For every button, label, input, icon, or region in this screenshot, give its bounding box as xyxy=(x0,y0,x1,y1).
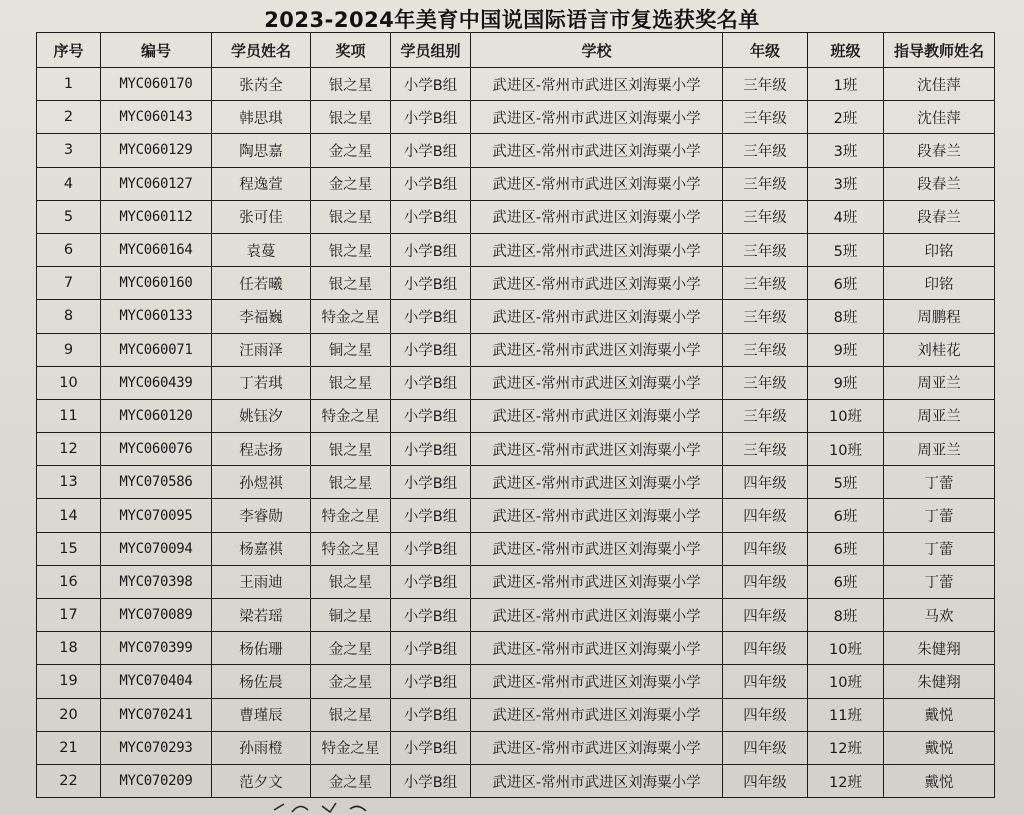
cell-student-name: 韩思琪 xyxy=(212,101,311,134)
cell-index: 8 xyxy=(37,300,101,333)
cell-code: MYC060160 xyxy=(101,267,212,300)
cell-school: 武进区-常州市武进区刘海粟小学 xyxy=(471,134,723,167)
cell-class: 3班 xyxy=(808,167,884,200)
cell-code: MYC070094 xyxy=(101,532,212,565)
cell-student-name: 范夕文 xyxy=(212,764,311,797)
cell-award: 银之星 xyxy=(311,233,391,266)
cell-code: MYC070293 xyxy=(101,731,212,764)
cell-student-name: 孙雨橙 xyxy=(212,731,311,764)
cell-index: 18 xyxy=(37,632,101,665)
cell-index: 5 xyxy=(37,200,101,233)
cell-school: 武进区-常州市武进区刘海粟小学 xyxy=(471,366,723,399)
cell-teacher: 戴悦 xyxy=(884,764,995,797)
cell-index: 14 xyxy=(37,499,101,532)
cell-award: 银之星 xyxy=(311,101,391,134)
cell-index: 19 xyxy=(37,665,101,698)
cell-grade: 三年级 xyxy=(723,233,808,266)
cell-student-name: 曹瑾辰 xyxy=(212,698,311,731)
cell-student-name: 丁若琪 xyxy=(212,366,311,399)
cell-grade: 四年级 xyxy=(723,599,808,632)
col-header-award: 奖项 xyxy=(311,33,391,68)
cell-school: 武进区-常州市武进区刘海粟小学 xyxy=(471,333,723,366)
cell-class: 6班 xyxy=(808,532,884,565)
cell-group: 小学B组 xyxy=(391,665,471,698)
cell-school: 武进区-常州市武进区刘海粟小学 xyxy=(471,565,723,598)
cell-teacher: 刘桂花 xyxy=(884,333,995,366)
table-row xyxy=(37,764,995,797)
table-row xyxy=(37,233,995,266)
cell-school: 武进区-常州市武进区刘海粟小学 xyxy=(471,532,723,565)
cell-student-name: 程逸萱 xyxy=(212,167,311,200)
cell-code: MYC070399 xyxy=(101,632,212,665)
table-row xyxy=(37,167,995,200)
cell-teacher: 印铭 xyxy=(884,267,995,300)
cell-school: 武进区-常州市武进区刘海粟小学 xyxy=(471,399,723,432)
cell-school: 武进区-常州市武进区刘海粟小学 xyxy=(471,466,723,499)
cell-code: MYC060127 xyxy=(101,167,212,200)
table-header xyxy=(37,33,995,68)
cell-grade: 三年级 xyxy=(723,134,808,167)
cell-award: 特金之星 xyxy=(311,532,391,565)
cell-school: 武进区-常州市武进区刘海粟小学 xyxy=(471,200,723,233)
table-row xyxy=(37,599,995,632)
cell-group: 小学B组 xyxy=(391,599,471,632)
cell-student-name: 李睿勋 xyxy=(212,499,311,532)
cell-group: 小学B组 xyxy=(391,366,471,399)
cell-group: 小学B组 xyxy=(391,333,471,366)
table-row xyxy=(37,101,995,134)
cell-index: 1 xyxy=(37,68,101,101)
cell-index: 20 xyxy=(37,698,101,731)
cell-teacher: 段春兰 xyxy=(884,134,995,167)
cell-student-name: 汪雨泽 xyxy=(212,333,311,366)
cell-code: MYC060133 xyxy=(101,300,212,333)
cell-code: MYC060112 xyxy=(101,200,212,233)
cell-group: 小学B组 xyxy=(391,532,471,565)
cell-group: 小学B组 xyxy=(391,200,471,233)
cell-index: 21 xyxy=(37,731,101,764)
col-header-code: 编号 xyxy=(101,33,212,68)
cell-teacher: 马欢 xyxy=(884,599,995,632)
cell-class: 10班 xyxy=(808,433,884,466)
col-header-index: 序号 xyxy=(37,33,101,68)
cell-class: 8班 xyxy=(808,599,884,632)
table-row xyxy=(37,300,995,333)
table-row xyxy=(37,68,995,101)
cell-group: 小学B组 xyxy=(391,300,471,333)
cell-grade: 三年级 xyxy=(723,267,808,300)
cell-class: 6班 xyxy=(808,565,884,598)
cell-teacher: 沈佳萍 xyxy=(884,101,995,134)
cell-grade: 四年级 xyxy=(723,532,808,565)
page-title: 2023-2024年美育中国说国际语言市复选获奖名单 xyxy=(264,8,760,32)
cell-award: 金之星 xyxy=(311,665,391,698)
cell-teacher: 段春兰 xyxy=(884,200,995,233)
cell-school: 武进区-常州市武进区刘海粟小学 xyxy=(471,731,723,764)
cell-grade: 三年级 xyxy=(723,300,808,333)
cell-class: 3班 xyxy=(808,134,884,167)
cell-grade: 三年级 xyxy=(723,399,808,432)
cell-award: 铜之星 xyxy=(311,599,391,632)
cell-teacher: 段春兰 xyxy=(884,167,995,200)
cell-code: MYC060143 xyxy=(101,101,212,134)
cell-code: MYC070404 xyxy=(101,665,212,698)
cell-school: 武进区-常州市武进区刘海粟小学 xyxy=(471,599,723,632)
col-header-student-name: 学员姓名 xyxy=(212,33,311,68)
table-row xyxy=(37,366,995,399)
cell-grade: 四年级 xyxy=(723,565,808,598)
handwritten-mark xyxy=(270,800,390,814)
cell-grade: 三年级 xyxy=(723,433,808,466)
col-header-school: 学校 xyxy=(471,33,723,68)
cell-index: 7 xyxy=(37,267,101,300)
cell-group: 小学B组 xyxy=(391,433,471,466)
cell-class: 8班 xyxy=(808,300,884,333)
table-row xyxy=(37,632,995,665)
cell-school: 武进区-常州市武进区刘海粟小学 xyxy=(471,101,723,134)
cell-teacher: 丁蕾 xyxy=(884,499,995,532)
cell-code: MYC060076 xyxy=(101,433,212,466)
cell-index: 22 xyxy=(37,764,101,797)
cell-class: 4班 xyxy=(808,200,884,233)
cell-class: 1班 xyxy=(808,68,884,101)
cell-group: 小学B组 xyxy=(391,134,471,167)
cell-teacher: 沈佳萍 xyxy=(884,68,995,101)
cell-student-name: 程志扬 xyxy=(212,433,311,466)
cell-code: MYC070209 xyxy=(101,764,212,797)
cell-teacher: 周亚兰 xyxy=(884,366,995,399)
cell-class: 5班 xyxy=(808,466,884,499)
cell-class: 6班 xyxy=(808,267,884,300)
cell-teacher: 印铭 xyxy=(884,233,995,266)
cell-award: 银之星 xyxy=(311,68,391,101)
table-body xyxy=(37,68,995,798)
cell-group: 小学B组 xyxy=(391,399,471,432)
cell-index: 12 xyxy=(37,433,101,466)
cell-grade: 四年级 xyxy=(723,731,808,764)
table-row xyxy=(37,565,995,598)
cell-award: 金之星 xyxy=(311,167,391,200)
cell-class: 6班 xyxy=(808,499,884,532)
cell-group: 小学B组 xyxy=(391,764,471,797)
cell-teacher: 朱健翔 xyxy=(884,632,995,665)
cell-group: 小学B组 xyxy=(391,233,471,266)
cell-grade: 三年级 xyxy=(723,167,808,200)
cell-grade: 四年级 xyxy=(723,764,808,797)
table-row xyxy=(37,698,995,731)
cell-index: 6 xyxy=(37,233,101,266)
cell-teacher: 周亚兰 xyxy=(884,433,995,466)
cell-school: 武进区-常州市武进区刘海粟小学 xyxy=(471,68,723,101)
cell-code: MYC070241 xyxy=(101,698,212,731)
table-row xyxy=(37,267,995,300)
cell-award: 特金之星 xyxy=(311,399,391,432)
cell-group: 小学B组 xyxy=(391,167,471,200)
cell-award: 特金之星 xyxy=(311,499,391,532)
cell-school: 武进区-常州市武进区刘海粟小学 xyxy=(471,233,723,266)
cell-student-name: 王雨迪 xyxy=(212,565,311,598)
cell-code: MYC060120 xyxy=(101,399,212,432)
table-row xyxy=(37,433,995,466)
cell-index: 15 xyxy=(37,532,101,565)
cell-group: 小学B组 xyxy=(391,466,471,499)
table-row xyxy=(37,399,995,432)
table-row xyxy=(37,499,995,532)
cell-student-name: 陶思嘉 xyxy=(212,134,311,167)
cell-index: 17 xyxy=(37,599,101,632)
cell-teacher: 朱健翔 xyxy=(884,665,995,698)
cell-award: 特金之星 xyxy=(311,731,391,764)
cell-teacher: 戴悦 xyxy=(884,698,995,731)
cell-grade: 三年级 xyxy=(723,68,808,101)
cell-award: 银之星 xyxy=(311,267,391,300)
cell-index: 10 xyxy=(37,366,101,399)
cell-code: MYC070586 xyxy=(101,466,212,499)
cell-group: 小学B组 xyxy=(391,267,471,300)
cell-group: 小学B组 xyxy=(391,68,471,101)
cell-group: 小学B组 xyxy=(391,499,471,532)
cell-award: 银之星 xyxy=(311,466,391,499)
cell-grade: 三年级 xyxy=(723,366,808,399)
table-row xyxy=(37,532,995,565)
table-row xyxy=(37,731,995,764)
cell-student-name: 张芮全 xyxy=(212,68,311,101)
cell-index: 13 xyxy=(37,466,101,499)
cell-code: MYC060439 xyxy=(101,366,212,399)
cell-grade: 四年级 xyxy=(723,632,808,665)
cell-grade: 三年级 xyxy=(723,101,808,134)
header-row xyxy=(37,33,995,68)
cell-teacher: 丁蕾 xyxy=(884,532,995,565)
cell-code: MYC060170 xyxy=(101,68,212,101)
cell-group: 小学B组 xyxy=(391,101,471,134)
cell-class: 10班 xyxy=(808,665,884,698)
col-header-grade: 年级 xyxy=(723,33,808,68)
cell-student-name: 杨佐晨 xyxy=(212,665,311,698)
cell-index: 11 xyxy=(37,399,101,432)
cell-student-name: 杨嘉祺 xyxy=(212,532,311,565)
cell-code: MYC070095 xyxy=(101,499,212,532)
col-header-group: 学员组别 xyxy=(391,33,471,68)
cell-class: 10班 xyxy=(808,632,884,665)
cell-class: 2班 xyxy=(808,101,884,134)
cell-school: 武进区-常州市武进区刘海粟小学 xyxy=(471,665,723,698)
cell-code: MYC070398 xyxy=(101,565,212,598)
cell-award: 铜之星 xyxy=(311,333,391,366)
cell-award: 银之星 xyxy=(311,565,391,598)
table-row xyxy=(37,200,995,233)
col-header-class: 班级 xyxy=(808,33,884,68)
cell-grade: 四年级 xyxy=(723,665,808,698)
cell-class: 9班 xyxy=(808,366,884,399)
table-row xyxy=(37,665,995,698)
cell-code: MYC060071 xyxy=(101,333,212,366)
cell-award: 银之星 xyxy=(311,433,391,466)
cell-code: MYC060129 xyxy=(101,134,212,167)
cell-index: 16 xyxy=(37,565,101,598)
cell-award: 金之星 xyxy=(311,134,391,167)
cell-group: 小学B组 xyxy=(391,565,471,598)
cell-student-name: 袁蔓 xyxy=(212,233,311,266)
cell-grade: 四年级 xyxy=(723,466,808,499)
cell-school: 武进区-常州市武进区刘海粟小学 xyxy=(471,167,723,200)
cell-class: 9班 xyxy=(808,333,884,366)
cell-teacher: 戴悦 xyxy=(884,731,995,764)
cell-school: 武进区-常州市武进区刘海粟小学 xyxy=(471,300,723,333)
cell-school: 武进区-常州市武进区刘海粟小学 xyxy=(471,267,723,300)
table-row xyxy=(37,333,995,366)
cell-index: 3 xyxy=(37,134,101,167)
cell-code: MYC070089 xyxy=(101,599,212,632)
cell-index: 2 xyxy=(37,101,101,134)
cell-index: 9 xyxy=(37,333,101,366)
cell-school: 武进区-常州市武进区刘海粟小学 xyxy=(471,698,723,731)
cell-school: 武进区-常州市武进区刘海粟小学 xyxy=(471,433,723,466)
cell-grade: 四年级 xyxy=(723,698,808,731)
cell-student-name: 孙煜祺 xyxy=(212,466,311,499)
cell-grade: 三年级 xyxy=(723,200,808,233)
cell-class: 10班 xyxy=(808,399,884,432)
cell-award: 金之星 xyxy=(311,632,391,665)
cell-class: 12班 xyxy=(808,731,884,764)
cell-award: 金之星 xyxy=(311,764,391,797)
cell-class: 12班 xyxy=(808,764,884,797)
cell-grade: 四年级 xyxy=(723,499,808,532)
cell-school: 武进区-常州市武进区刘海粟小学 xyxy=(471,632,723,665)
cell-school: 武进区-常州市武进区刘海粟小学 xyxy=(471,764,723,797)
cell-student-name: 任若曦 xyxy=(212,267,311,300)
cell-student-name: 李福巍 xyxy=(212,300,311,333)
cell-award: 银之星 xyxy=(311,366,391,399)
cell-teacher: 丁蕾 xyxy=(884,466,995,499)
cell-group: 小学B组 xyxy=(391,731,471,764)
cell-group: 小学B组 xyxy=(391,632,471,665)
cell-class: 11班 xyxy=(808,698,884,731)
cell-grade: 三年级 xyxy=(723,333,808,366)
cell-code: MYC060164 xyxy=(101,233,212,266)
cell-award: 特金之星 xyxy=(311,300,391,333)
cell-student-name: 姚钰汐 xyxy=(212,399,311,432)
col-header-teacher: 指导教师姓名 xyxy=(884,33,995,68)
cell-student-name: 杨佑珊 xyxy=(212,632,311,665)
table-row xyxy=(37,134,995,167)
cell-group: 小学B组 xyxy=(391,698,471,731)
cell-index: 4 xyxy=(37,167,101,200)
table-row xyxy=(37,466,995,499)
award-table xyxy=(36,32,995,798)
cell-award: 银之星 xyxy=(311,200,391,233)
cell-teacher: 周鹏程 xyxy=(884,300,995,333)
cell-teacher: 丁蕾 xyxy=(884,565,995,598)
cell-student-name: 张可佳 xyxy=(212,200,311,233)
cell-award: 银之星 xyxy=(311,698,391,731)
cell-student-name: 梁若瑶 xyxy=(212,599,311,632)
cell-school: 武进区-常州市武进区刘海粟小学 xyxy=(471,499,723,532)
cell-teacher: 周亚兰 xyxy=(884,399,995,432)
cell-class: 5班 xyxy=(808,233,884,266)
